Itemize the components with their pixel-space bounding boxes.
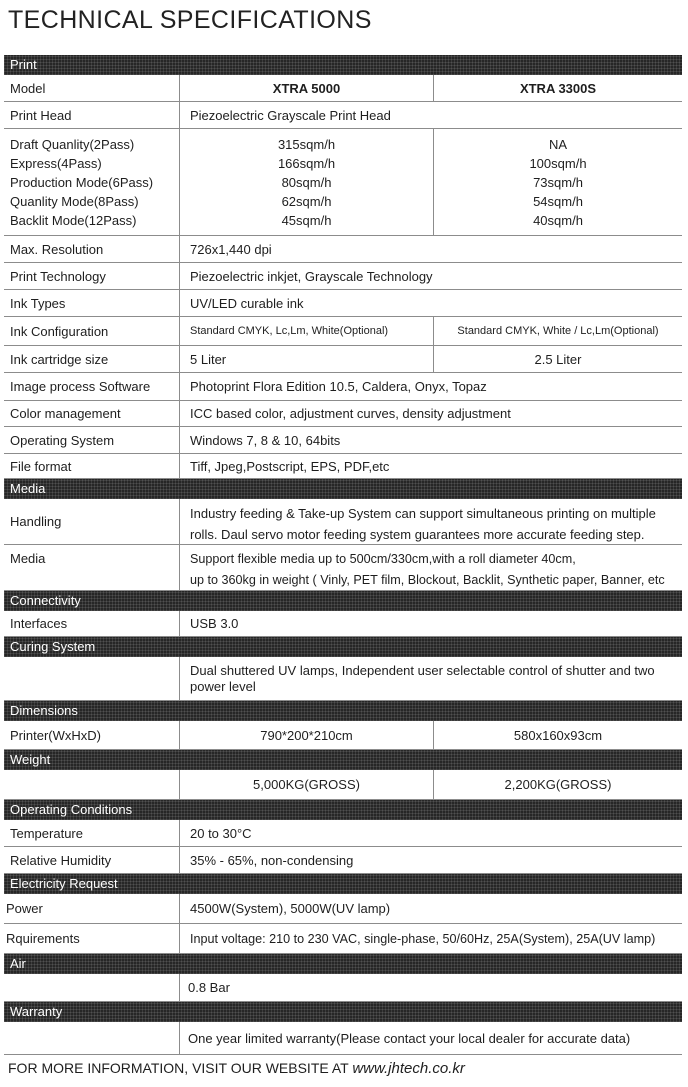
mode-label: Draft Quanlity(2Pass) bbox=[10, 136, 135, 152]
modes-a bbox=[180, 129, 434, 235]
mode-value-b: NA bbox=[548, 136, 568, 152]
row-label: Ink Configuration bbox=[4, 317, 180, 345]
ink-config-b: Standard CMYK, White / Lc,Lm(Optional) bbox=[457, 325, 659, 337]
row-label: Printer(WxHxD) bbox=[4, 721, 180, 749]
row-label: Print Technology bbox=[4, 263, 180, 289]
row-curing bbox=[4, 657, 682, 701]
row-label bbox=[4, 657, 180, 700]
mode-value-b: 73sqm/h bbox=[533, 174, 583, 190]
row-label: Rquirements bbox=[4, 924, 180, 953]
footer bbox=[8, 1060, 465, 1077]
row-requirements bbox=[4, 924, 682, 954]
row-cartridge bbox=[4, 346, 682, 373]
row-file-format bbox=[4, 454, 682, 479]
row-value: ICC based color, adjustment curves, density adjustment bbox=[190, 406, 511, 421]
section-warranty: Warranty bbox=[4, 1002, 682, 1022]
row-handling bbox=[4, 499, 682, 545]
mode-label: Express(4Pass) bbox=[10, 155, 102, 171]
dimensions-a: 790*200*210cm bbox=[180, 721, 434, 749]
row-label: Ink cartridge size bbox=[4, 346, 180, 372]
mode-value-a: 166sqm/h bbox=[277, 155, 336, 171]
row-interfaces bbox=[4, 611, 682, 637]
row-label: Max. Resolution bbox=[4, 236, 180, 262]
row-temperature bbox=[4, 820, 682, 847]
row-os bbox=[4, 427, 682, 454]
modes-b bbox=[434, 129, 682, 235]
row-label: Temperature bbox=[4, 820, 180, 846]
row-label bbox=[4, 1022, 180, 1054]
section-curing: Curing System bbox=[4, 637, 682, 657]
mode-value-b: 100sqm/h bbox=[529, 155, 587, 171]
row-label: File format bbox=[4, 454, 180, 478]
row-value: Tiff, Jpeg,Postscript, EPS, PDF,etc bbox=[190, 458, 390, 474]
row-resolution bbox=[4, 236, 682, 263]
row-value: 0.8 Bar bbox=[188, 980, 230, 995]
row-value bbox=[180, 657, 682, 700]
row-color bbox=[4, 401, 682, 427]
row-model bbox=[4, 75, 682, 102]
mode-value-b: 40sqm/h bbox=[533, 212, 583, 228]
value-line: Support flexible media up to 500cm/330cm,with a roll diameter 40cm, bbox=[190, 552, 576, 566]
row-air bbox=[4, 974, 682, 1002]
weight-a: 5,000KG(GROSS) bbox=[180, 770, 434, 799]
mode-value-a: 62sqm/h bbox=[281, 193, 332, 209]
row-value: One year limited warranty(Please contact your local dealer for accurate data) bbox=[188, 1030, 631, 1046]
website-link[interactable]: www.jhtech.co.kr bbox=[352, 1060, 465, 1077]
row-technology bbox=[4, 263, 682, 290]
row-label: Power bbox=[4, 894, 180, 923]
mode-value-b: 54sqm/h bbox=[533, 193, 583, 209]
row-media bbox=[4, 545, 682, 591]
row-value: Piezoelectric Grayscale Print Head bbox=[190, 107, 391, 123]
row-weight bbox=[4, 770, 682, 800]
row-print-modes bbox=[4, 129, 682, 236]
section-operating: Operating Conditions bbox=[4, 800, 682, 820]
row-value: 20 to 30°C bbox=[190, 825, 252, 841]
row-label: Color management bbox=[4, 401, 180, 426]
model-a: XTRA 5000 bbox=[180, 75, 434, 101]
row-label: Media bbox=[4, 545, 180, 590]
cartridge-a: 5 Liter bbox=[180, 346, 434, 372]
section-air: Air bbox=[4, 954, 682, 974]
section-dimensions: Dimensions bbox=[4, 701, 682, 721]
value-line: up to 360kg in weight ( Vinly, PET film, Blockout, Backlit, Synthetic paper, Banner, etc bbox=[190, 573, 665, 587]
row-label: Model bbox=[4, 75, 180, 101]
section-media: Media bbox=[4, 479, 682, 499]
mode-label: Production Mode(6Pass) bbox=[10, 174, 154, 190]
mode-value-a: 45sqm/h bbox=[281, 212, 332, 228]
row-label: Handling bbox=[4, 499, 180, 544]
cartridge-b: 2.5 Liter bbox=[534, 351, 582, 367]
row-label: Operating System bbox=[4, 427, 180, 453]
row-ink-types bbox=[4, 290, 682, 317]
row-warranty bbox=[4, 1022, 682, 1055]
page-title: TECHNICAL SPECIFICATIONS bbox=[8, 6, 372, 34]
row-value: Windows 7, 8 & 10, 64bits bbox=[190, 432, 341, 448]
section-print: Print bbox=[4, 55, 682, 75]
modes-labels bbox=[4, 129, 180, 235]
ink-config-a: Standard CMYK, Lc,Lm, White(Optional) bbox=[180, 317, 434, 345]
row-value bbox=[180, 499, 682, 544]
row-printer-size bbox=[4, 721, 682, 750]
mode-label: Quanlity Mode(8Pass) bbox=[10, 193, 139, 209]
section-electricity: Electricity Request bbox=[4, 874, 682, 894]
row-value: Piezoelectric inkjet, Grayscale Technology bbox=[190, 268, 433, 284]
row-print-head bbox=[4, 102, 682, 129]
row-label bbox=[4, 770, 180, 799]
footer-text: FOR MORE INFORMATION, VISIT OUR WEBSITE AT bbox=[8, 1060, 353, 1076]
row-label: Image process Software bbox=[4, 373, 180, 400]
row-value: 35% - 65%, non-condensing bbox=[190, 852, 354, 868]
value-line: rolls. Daul servo motor feeding system guarantees more accurate feeding step. bbox=[190, 527, 645, 542]
model-b: XTRA 3300S bbox=[519, 80, 597, 96]
value-line: power level bbox=[190, 679, 256, 694]
row-label: Interfaces bbox=[4, 611, 180, 636]
section-weight: Weight bbox=[4, 750, 682, 770]
weight-b: 2,200KG(GROSS) bbox=[504, 777, 612, 792]
row-label: Relative Humidity bbox=[4, 847, 180, 873]
row-power bbox=[4, 894, 682, 924]
row-label bbox=[4, 974, 180, 1001]
value-line: Dual shuttered UV lamps, Independent user selectable control of shutter and two bbox=[190, 663, 655, 678]
section-connectivity: Connectivity bbox=[4, 591, 682, 611]
row-ink-config bbox=[4, 317, 682, 346]
dimensions-b: 580x160x93cm bbox=[513, 727, 603, 743]
spec-table bbox=[4, 55, 682, 1055]
row-value: Photoprint Flora Edition 10.5, Caldera, Onyx, Topaz bbox=[190, 379, 487, 394]
mode-value-a: 80sqm/h bbox=[281, 174, 332, 190]
row-value: USB 3.0 bbox=[190, 616, 239, 631]
value-line: Industry feeding & Take-up System can support simultaneous printing on multiple bbox=[190, 506, 656, 521]
row-value: UV/LED curable ink bbox=[190, 295, 304, 311]
row-software bbox=[4, 373, 682, 401]
row-value: Input voltage: 210 to 230 VAC, single-phase, 50/60Hz, 25A(System), 25A(UV lamp) bbox=[190, 931, 656, 946]
row-value: 726x1,440 dpi bbox=[190, 241, 272, 257]
mode-value-a: 315sqm/h bbox=[277, 136, 336, 152]
row-value: 4500W(System), 5000W(UV lamp) bbox=[190, 901, 391, 916]
row-label: Print Head bbox=[4, 102, 180, 128]
row-humidity bbox=[4, 847, 682, 874]
row-value bbox=[180, 545, 682, 590]
mode-label: Backlit Mode(12Pass) bbox=[10, 212, 137, 228]
row-label: Ink Types bbox=[4, 290, 180, 316]
